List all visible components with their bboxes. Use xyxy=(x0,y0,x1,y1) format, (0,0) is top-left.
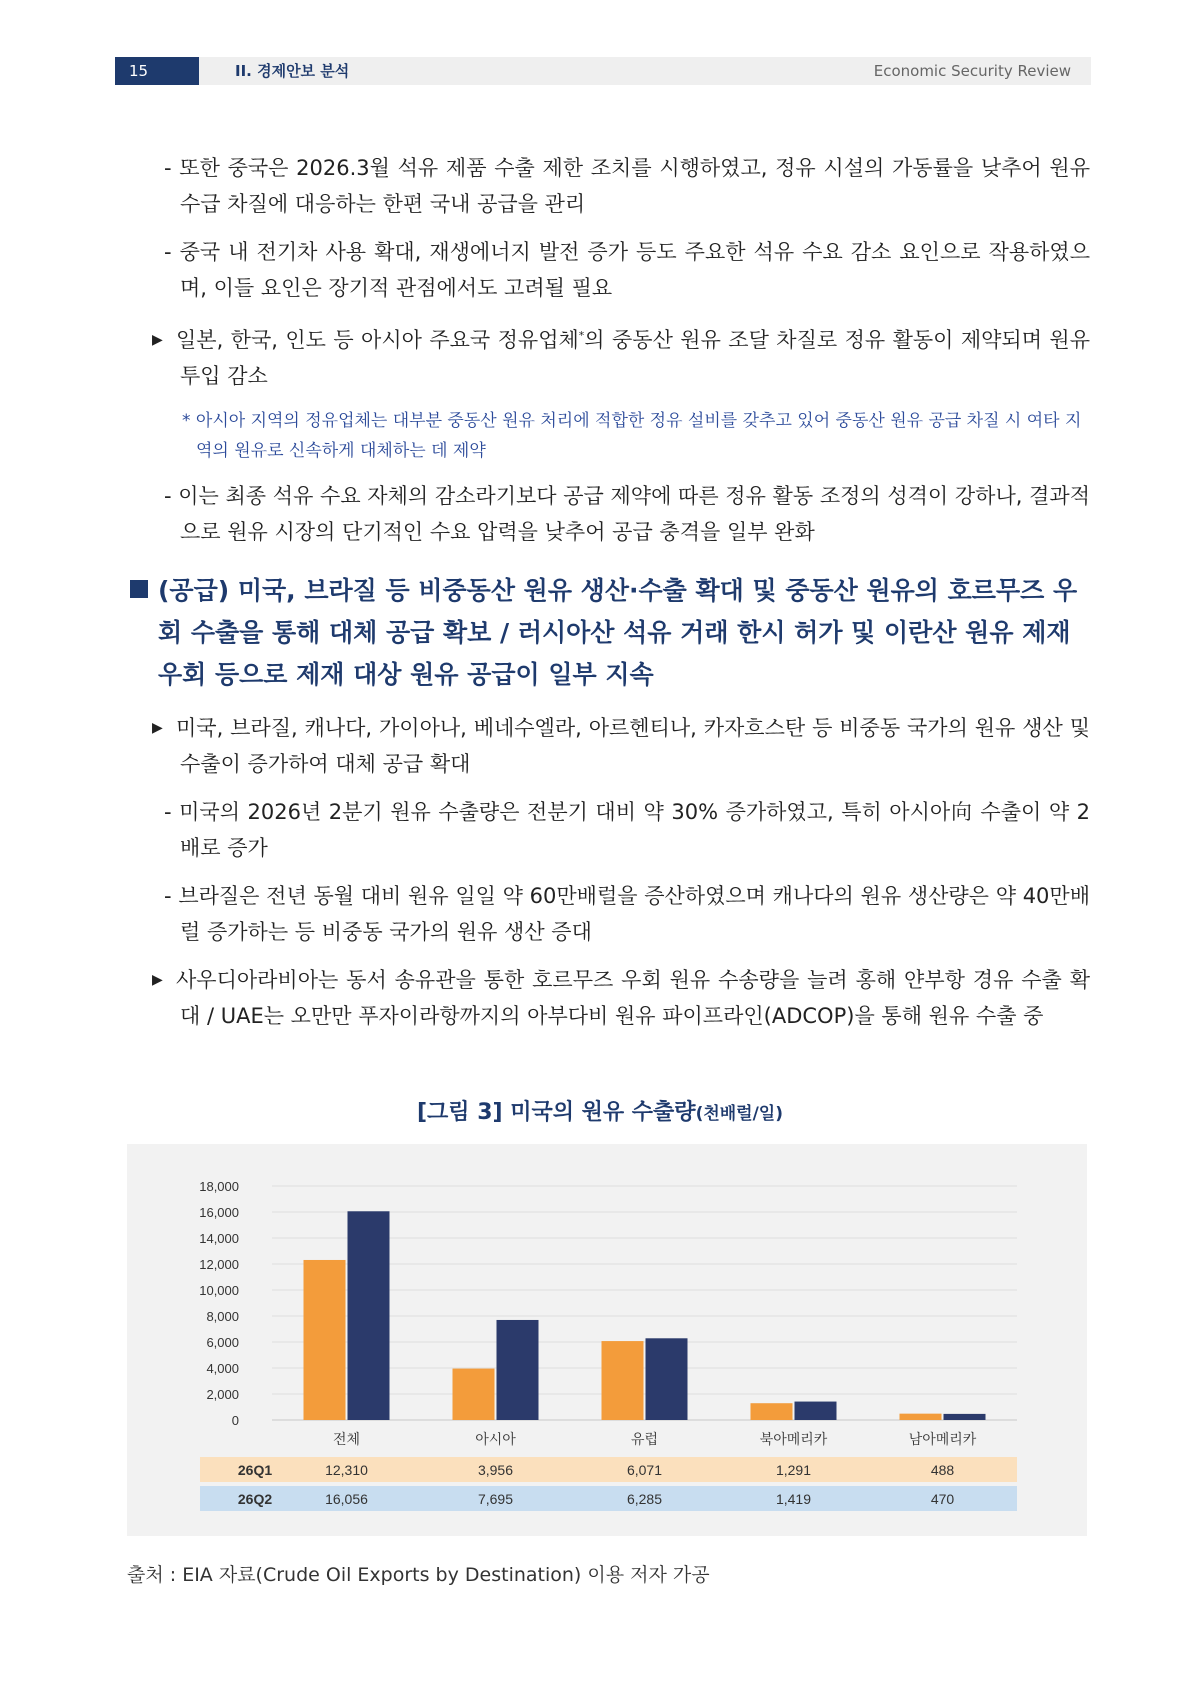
figure-source: 출처 : EIA 자료(Crude Oil Exports by Destination) 이용 저자 가공 xyxy=(127,1564,710,1586)
page-number: 15 xyxy=(115,57,199,85)
footnote-marker: * xyxy=(578,329,585,342)
paragraph-text: 브라질은 전년 동월 대비 원유 일일 약 60만배럴을 증산하였으며 캐나다의 원유 생산량은 약 40만배럴 증가하는 등 비중동 국가의 원유 생산 증대 xyxy=(178,884,1090,944)
paragraph-dash-3 xyxy=(130,478,1090,550)
dash-marker: - xyxy=(164,484,172,508)
triangle-bullet-icon: ▶ xyxy=(152,332,163,348)
x-category-label: 북아메리카 xyxy=(759,1431,828,1447)
page-header xyxy=(115,57,1091,85)
y-tick-label: 2,000 xyxy=(206,1387,239,1402)
data-value-label: 12,310 xyxy=(325,1462,368,1478)
data-value-label: 1,419 xyxy=(775,1491,812,1507)
section-title: II. 경제안보 분석 xyxy=(235,62,350,80)
data-value-label: 6,071 xyxy=(626,1462,663,1478)
bar xyxy=(900,1414,942,1420)
triangle-bullet-icon: ▶ xyxy=(152,972,163,988)
bar xyxy=(944,1414,986,1420)
data-value-label: 1,291 xyxy=(775,1462,812,1478)
y-tick-label: 4,000 xyxy=(206,1361,239,1376)
y-tick-label: 6,000 xyxy=(206,1335,239,1350)
series-label: 26Q1 xyxy=(237,1462,273,1478)
bar xyxy=(602,1341,644,1420)
data-value-label: 3,956 xyxy=(477,1462,514,1478)
paragraph-text: 중국 내 전기차 사용 확대, 재생에너지 발전 증가 등도 주요한 석유 수요 감소 요인으로 작용하였으며, 이들 요인은 장기적 관점에서도 고려될 필요 xyxy=(179,240,1090,300)
x-category-label: 남아메리카 xyxy=(908,1431,977,1447)
paragraph-bullet-1 xyxy=(130,318,1090,394)
paragraph-bullet-3 xyxy=(130,962,1090,1034)
paragraph-dash-4 xyxy=(130,794,1090,866)
y-tick-label: 10,000 xyxy=(199,1283,239,1298)
dash-marker: - xyxy=(164,240,172,264)
paragraph-dash-2 xyxy=(130,234,1090,306)
x-category-label: 아시아 xyxy=(475,1431,516,1447)
data-table-row xyxy=(200,1457,1017,1482)
dash-marker: - xyxy=(164,156,172,180)
main-content xyxy=(130,150,1090,1046)
paragraph-text: 미국, 브라질, 캐나다, 가이아나, 베네수엘라, 아르헨티나, 카자흐스탄 등 비중동 국가의 원유 생산 및 수출이 증가하여 대체 공급 확대 xyxy=(176,716,1090,776)
heading-text: (공급) 미국, 브라질 등 비중동산 원유 생산·수출 확대 및 중동산 원유의 호르무즈 우회 수출을 통해 대체 공급 확보 / 러시아산 석유 거래 한시 허가 및 이란산 원유 제재 우회 등으로 제재 대상 원유 공급이 일부 지속 xyxy=(158,576,1078,689)
bar xyxy=(795,1402,837,1420)
y-tick-label: 0 xyxy=(231,1413,239,1428)
data-value-label: 470 xyxy=(930,1491,955,1507)
y-tick-label: 16,000 xyxy=(199,1205,239,1220)
data-table-row xyxy=(200,1486,1017,1511)
x-category-label: 전체 xyxy=(332,1431,361,1447)
dash-marker: - xyxy=(164,800,172,824)
triangle-bullet-icon: ▶ xyxy=(152,720,163,736)
series-label: 26Q2 xyxy=(237,1491,273,1507)
y-tick-label: 18,000 xyxy=(199,1179,239,1194)
paragraph-bullet-2 xyxy=(130,710,1090,782)
figure-title-text: [그림 3] 미국의 원유 수출량 xyxy=(416,1100,696,1125)
bar xyxy=(453,1369,495,1420)
dash-marker: - xyxy=(164,884,172,908)
data-value-label: 488 xyxy=(930,1462,955,1478)
footnote-text: 아시아 지역의 정유업체는 대부분 중동산 원유 처리에 적합한 정유 설비를 갖추고 있어 중동산 원유 공급 차질 시 여타 지역의 원유로 신속하게 대체하는 데 제약 xyxy=(195,411,1082,461)
journal-title: Economic Security Review xyxy=(873,62,1071,80)
chart-container xyxy=(127,1144,1087,1536)
paragraph-dash-5 xyxy=(130,878,1090,950)
paragraph-text: 일본, 한국, 인도 등 아시아 주요국 정유업체 xyxy=(176,328,579,352)
square-bullet-icon xyxy=(130,580,148,598)
paragraph-text: 또한 중국은 2026.3월 석유 제품 수출 제한 조치를 시행하였고, 정유 시설의 가동률을 낮추어 원유 수급 차질에 대응하는 한편 국내 공급을 관리 xyxy=(179,156,1090,216)
figure-unit: (천배럴/일) xyxy=(695,1104,783,1124)
figure-title xyxy=(0,1095,1200,1126)
y-tick-label: 8,000 xyxy=(206,1309,239,1324)
bar-chart xyxy=(127,1144,1087,1536)
paragraph-dash-1 xyxy=(130,150,1090,222)
y-tick-label: 12,000 xyxy=(199,1257,239,1272)
bar xyxy=(304,1260,346,1420)
data-value-label: 16,056 xyxy=(325,1491,368,1507)
bar xyxy=(751,1403,793,1420)
bar xyxy=(348,1211,390,1420)
paragraph-text: 이는 최종 석유 수요 자체의 감소라기보다 공급 제약에 따른 정유 활동 조정의 성격이 강하나, 결과적으로 원유 시장의 단기적인 수요 압력을 낮추어 공급 충격을 일부 완화 xyxy=(178,484,1090,544)
footnote-asterisk: * xyxy=(182,411,191,431)
x-category-label: 유럽 xyxy=(630,1431,659,1447)
data-value-label: 7,695 xyxy=(477,1491,514,1507)
data-value-label: 6,285 xyxy=(626,1491,663,1507)
footnote xyxy=(130,406,1090,466)
paragraph-text: 의 중동산 원유 조달 차질로 정유 활동이 제약되며 원유 투입 감소 xyxy=(180,328,1090,388)
bar xyxy=(497,1320,539,1420)
paragraph-text: 미국의 2026년 2분기 원유 수출량은 전분기 대비 약 30% 증가하였고, 특히 아시아向 수출이 약 2배로 증가 xyxy=(179,800,1090,860)
bar xyxy=(646,1338,688,1420)
section-heading xyxy=(130,570,1090,696)
paragraph-text: 사우디아라비아는 동서 송유관을 통한 호르무즈 우회 원유 수송량을 늘려 홍해 얀부항 경유 수출 확대 / UAE는 오만만 푸자이라항까지의 아부다비 원유 파이프라인(ADCOP)을 통해 원유 수출 중 xyxy=(176,968,1090,1028)
y-tick-label: 14,000 xyxy=(199,1231,239,1246)
